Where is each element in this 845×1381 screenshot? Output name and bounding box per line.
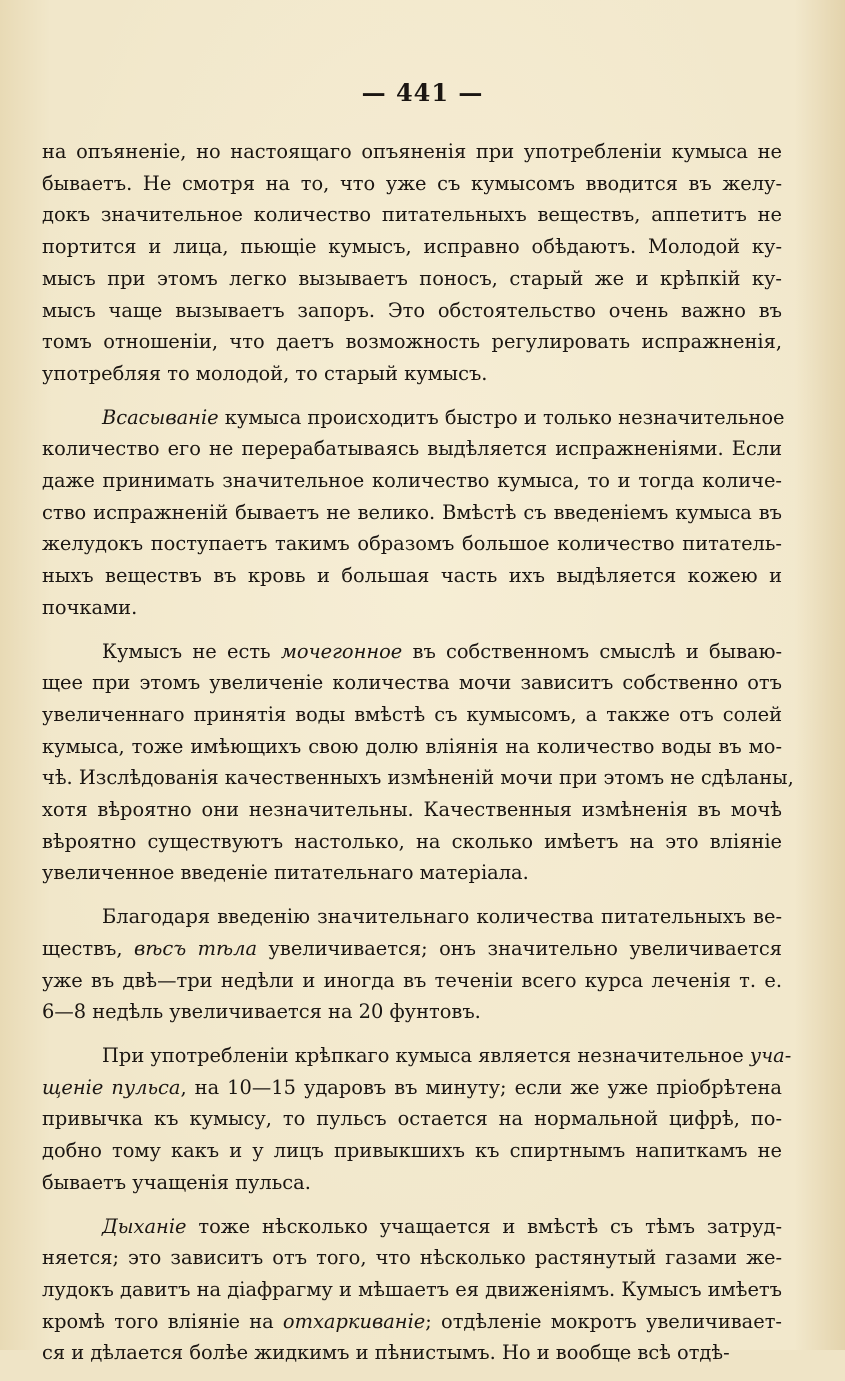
text-line xyxy=(42,1337,782,1369)
text-run: кумыса, тоже имѣющихъ свою долю вліянія на количество воды въ мо- xyxy=(42,734,782,758)
italic-term: щеніе пульса xyxy=(42,1075,181,1099)
text-run: бываетъ. Не смотря на то, что уже съ кумысомъ вводится въ желу- xyxy=(42,171,782,195)
text-run: тоже нѣсколько учащается и вмѣстѣ съ тѣмъ затруд- xyxy=(186,1214,782,1238)
text-run: томъ отношеніи, что даетъ возможность регулировать испражненія, xyxy=(42,330,782,354)
page-number: — 441 — xyxy=(361,78,484,107)
text-run: Кумысъ не есть xyxy=(102,639,281,663)
paragraph xyxy=(42,1040,792,1199)
text-run: привычка къ кумысу, то пульсъ остается на нормальной цифрѣ, по- xyxy=(42,1107,782,1131)
text-run: мысъ чаще вызываетъ запоръ. Это обстоятельство очень важно въ xyxy=(42,298,782,322)
text-line xyxy=(42,762,794,794)
text-line xyxy=(42,263,782,295)
text-run: уже въ двѣ—три недѣли и иногда въ теченіи всего курса леченія т. е. xyxy=(42,968,782,992)
text-run: увеличивается; онъ значительно увеличивается xyxy=(257,936,782,960)
italic-term: Дыханіе xyxy=(102,1214,187,1238)
paragraph xyxy=(42,1211,782,1370)
text-run: ныхъ веществъ въ кровь и большая часть ихъ выдѣляется кожею и xyxy=(42,564,782,588)
text-line xyxy=(42,199,782,231)
text-run: Благодаря введенію значительнаго количества питательныхъ ве- xyxy=(102,905,782,929)
text-line xyxy=(42,1103,782,1135)
text-line xyxy=(42,933,782,965)
text-line xyxy=(42,358,782,390)
text-run: на опъяненіе, но настоящаго опъяненія при употребленіи кумыса не xyxy=(42,140,782,163)
italic-term: мочегонное xyxy=(280,639,403,663)
italic-term: отхаркиваніе xyxy=(282,1309,426,1333)
text-line xyxy=(42,168,782,200)
text-run: хотя вѣроятно они незначительны. Качественныя измѣненія въ мочѣ xyxy=(42,798,782,822)
text-run: въ собственномъ смыслѣ и бываю- xyxy=(402,639,782,663)
text-line xyxy=(42,699,782,731)
text-run: количество его не перерабатываясь выдѣляется испражненіями. Если xyxy=(42,437,782,461)
text-line xyxy=(42,497,782,529)
text-line xyxy=(42,1211,782,1243)
italic-term: вѣсъ тѣла xyxy=(133,936,258,960)
text-run: бываетъ учащенія пульса. xyxy=(42,1170,311,1194)
text-run: лудокъ давитъ на діафрагму и мѣшаетъ ея движеніямъ. Кумысъ имѣетъ xyxy=(42,1277,782,1301)
text-run: 6—8 недѣль увеличивается на 20 фунтовъ. xyxy=(42,1000,481,1024)
text-run: увеличенное введеніе питательнаго матеріала. xyxy=(42,861,529,885)
body-text xyxy=(42,136,794,1381)
text-run: желудокъ поступаетъ такимъ образомъ большое количество питатель- xyxy=(42,532,782,556)
text-line xyxy=(42,528,782,560)
text-line xyxy=(42,592,782,624)
text-run: чѣ. Изслѣдованія качественныхъ измѣненій мочи при этомъ не сдѣланы, xyxy=(42,766,794,790)
text-line xyxy=(42,1306,782,1338)
text-run: докъ значительное количество питательныхъ веществъ, аппетитъ не xyxy=(42,203,782,227)
text-run: почками. xyxy=(42,595,138,619)
text-line xyxy=(42,136,782,168)
text-run: мысъ при этомъ легко вызываетъ поносъ, старый же и крѣпкій ку- xyxy=(42,266,782,290)
text-line xyxy=(42,326,782,358)
text-run: няется; это зависитъ отъ того, что нѣсколько растянутый газами же- xyxy=(42,1246,782,1270)
text-line xyxy=(42,636,782,668)
text-line xyxy=(42,996,782,1028)
text-run: ществъ, xyxy=(42,936,134,960)
text-run: даже принимать значительное количество кумыса, то и тогда количе- xyxy=(42,469,782,493)
text-line xyxy=(42,1135,782,1167)
text-line xyxy=(42,667,782,699)
text-line xyxy=(42,826,782,858)
text-run: портится и лица, пьющіе кумысъ, исправно обѣдаютъ. Молодой ку- xyxy=(42,235,782,259)
text-line xyxy=(42,857,782,889)
text-run: употребляя то молодой, то старый кумысъ. xyxy=(42,361,488,385)
text-run: вѣроятно существуютъ настолько, на сколько имѣетъ на это вліяніе xyxy=(42,829,782,853)
paragraph xyxy=(42,402,785,624)
text-line xyxy=(42,231,782,263)
text-run: ство испражненій бываетъ не велико. Вмѣстѣ съ введеніемъ кумыса въ xyxy=(42,500,782,524)
text-run: ся и дѣлается болѣе жидкимъ и пѣнистымъ. Но и вообще всѣ отдѣ- xyxy=(42,1341,730,1365)
text-line xyxy=(42,901,782,933)
text-line xyxy=(42,794,782,826)
text-line xyxy=(42,402,785,434)
text-run: увеличеннаго принятія воды вмѣстѣ съ кумысомъ, а также отъ солей xyxy=(42,702,782,726)
text-line xyxy=(42,1274,782,1306)
text-run: , на 10—15 ударовъ въ минуту; если же уже пріобрѣтена xyxy=(180,1075,782,1099)
paragraph xyxy=(42,136,782,390)
paragraph xyxy=(42,636,794,890)
paragraph xyxy=(42,901,782,1028)
text-line xyxy=(42,731,782,763)
text-run: добно тому какъ и у лицъ привыкшихъ къ спиртнымъ напиткамъ не xyxy=(42,1139,782,1163)
text-line xyxy=(42,1242,782,1274)
italic-term: уча- xyxy=(749,1043,792,1067)
text-line xyxy=(42,1167,782,1199)
text-run: ; отдѣленіе мокротъ увеличивает- xyxy=(425,1309,782,1333)
text-line xyxy=(42,560,782,592)
text-line xyxy=(42,1072,782,1104)
text-line xyxy=(42,465,782,497)
text-line xyxy=(42,295,782,327)
text-line xyxy=(42,433,782,465)
text-run: щее при этомъ увеличеніе количества мочи зависитъ собственно отъ xyxy=(42,671,782,695)
text-line xyxy=(42,1040,792,1072)
text-run: кромѣ того вліяніе на xyxy=(42,1309,283,1333)
italic-term: Всасываніе xyxy=(102,405,219,429)
text-run: При употребленіи крѣпкаго кумыса является незначительное xyxy=(102,1043,750,1067)
text-line xyxy=(42,965,782,997)
text-run: кумыса происходитъ быстро и только незначительное xyxy=(218,405,785,429)
